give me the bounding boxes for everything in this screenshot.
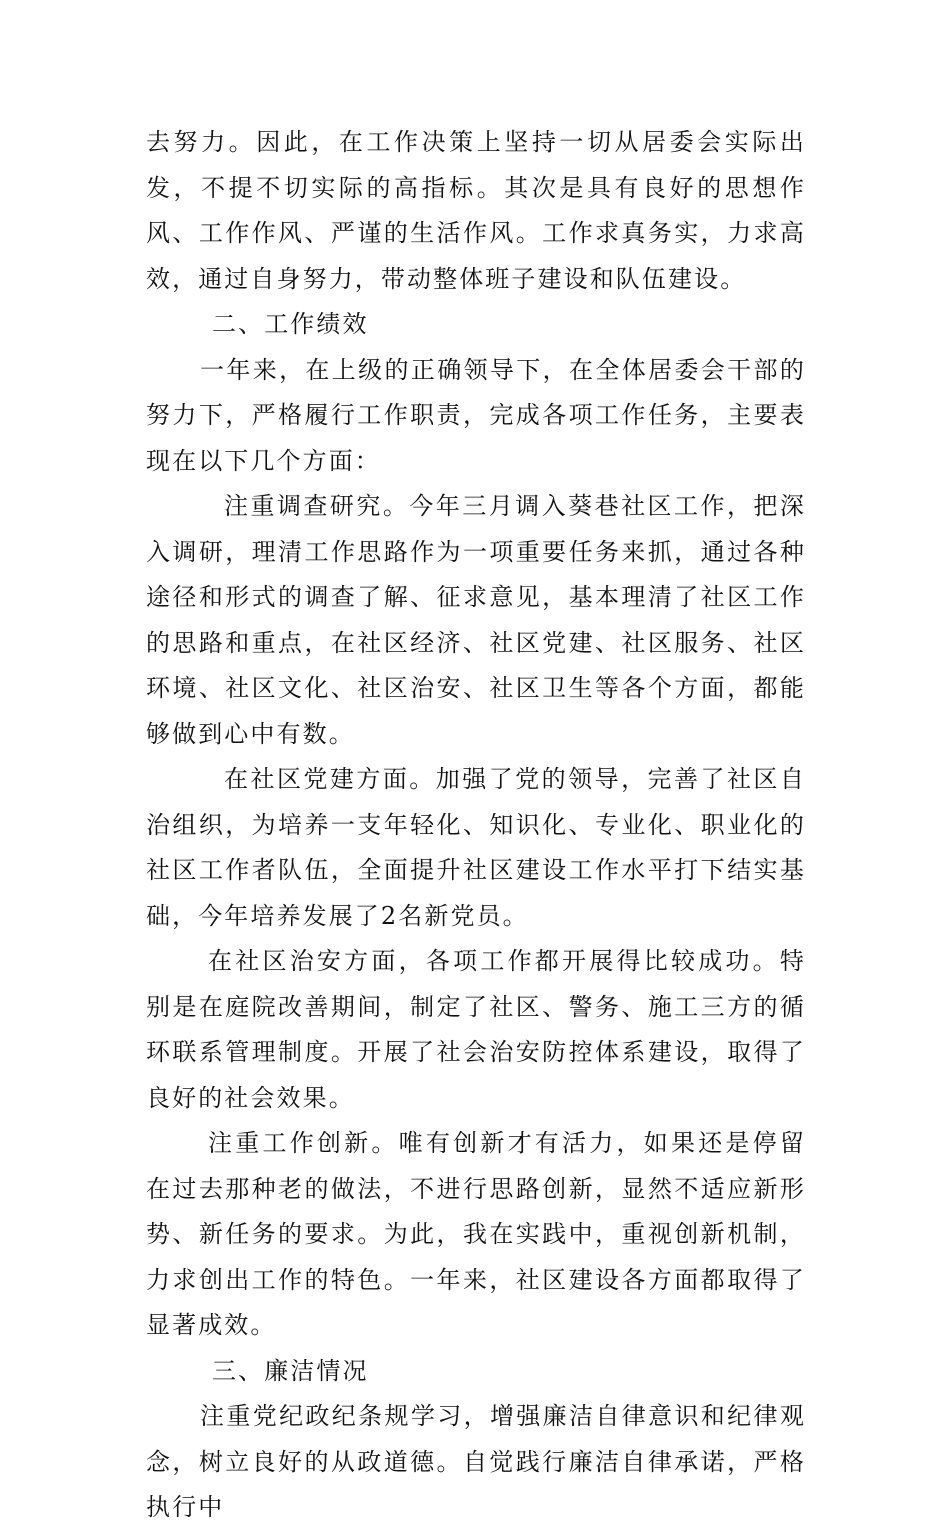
paragraph-innovation: 注重工作创新。唯有创新才有活力，如果还是停留在过去那种老的做法，不进行思路创新，显然不适应新形势、新任务的要求。为此，我在实践中，重视创新机制，力求创出工作的特色。一年来，社区建设各方面都取得了显著成效。: [146, 1129, 806, 1339]
paragraph-performance-summary: 一年来，在上级的正确领导下，在全体居委会干部的努力下，严格履行工作职责，完成各项工作任务，主要表现在以下几个方面：: [146, 355, 806, 475]
document-page: [146, 120, 806, 1531]
paragraph-integrity: 注重党纪政纪条规学习，增强廉洁自律意识和纪律观念，树立良好的从政道德。自觉践行廉洁自律承诺，严格执行中: [146, 1402, 806, 1521]
section-heading-integrity: 三、廉洁情况: [212, 1356, 369, 1385]
paragraph-party-building: 在社区党建方面。加强了党的领导，完善了社区自治组织，为培养一支年轻化、知识化、专业化、职业化的社区工作者队伍，全面提升社区建设工作水平打下结实基础，今年培养发展了2名新党员。: [146, 765, 806, 930]
paragraph-intro-continuation: 去努力。因此，在工作决策上坚持一切从居委会实际出发，不提不切实际的高指标。其次是具有良好的思想作风、工作作风、严谨的生活作风。工作求真务实，力求高效，通过自身努力，带动整体班子建设和队伍建设。: [146, 128, 806, 293]
section-heading-work-performance: 二、工作绩效: [212, 310, 369, 338]
paragraph-research: 注重调查研究。今年三月调入葵巷社区工作，把深入调研，理清工作思路作为一项重要任务来抓，通过各种途径和形式的调查了解、征求意见，基本理清了社区工作的思路和重点，在社区经济、社区党建、社区服务、社区环境、社区文化、社区治安、社区卫生等各个方面，都能够做到心中有数。: [146, 492, 806, 748]
paragraph-public-security: 在社区治安方面，各项工作都开展得比较成功。特别是在庭院改善期间，制定了社区、警务、施工三方的循环联系管理制度。开展了社会治安防控体系建设，取得了良好的社会效果。: [146, 947, 806, 1112]
